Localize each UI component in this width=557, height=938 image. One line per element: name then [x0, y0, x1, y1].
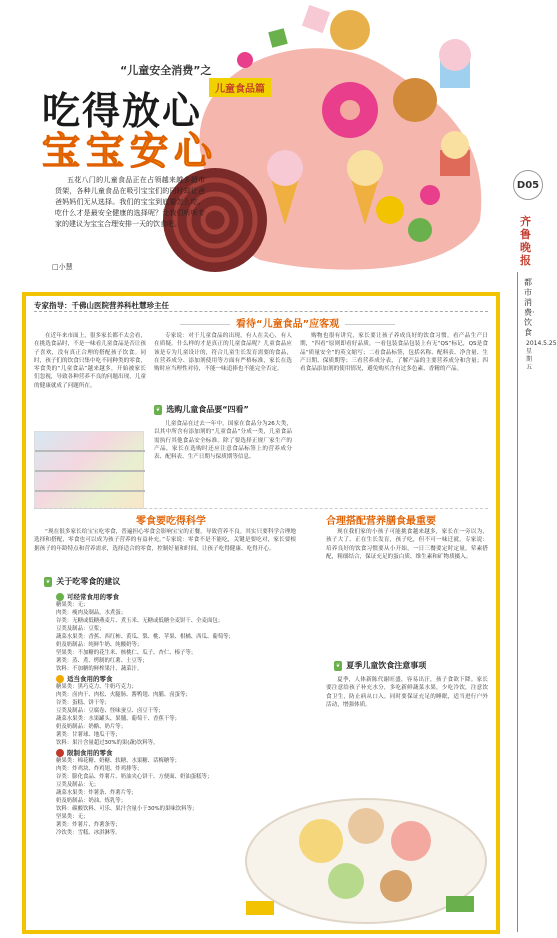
- group-frequent-title: 可经常食用的零食: [67, 593, 119, 601]
- column-2b-text: 儿童食品在过去一年中，国家在食品分为26大类，以其中所含有添加剂的“儿童食品”分成一类，儿童食品需执行其他食品安全标准。除了要选择正规厂家生产的产品，家长在选购时还应注意食品标签上的营养成分表、配料表、生产日期与保质期等信息。: [154, 421, 292, 461]
- article-column-4: [34, 528, 296, 553]
- section-title-3-text: 合理搭配营养膳食最重要: [326, 516, 436, 527]
- group-moderate: [56, 675, 336, 683]
- subhead-four-checks-text: 选购儿童食品要“四看”: [166, 405, 249, 414]
- moderate-item: 奶及奶制品：奶酪、奶片等；: [56, 724, 127, 730]
- moderate-item: 豆类及制品：豆腐卷、怪味蚕豆、卤豆干等；: [56, 708, 164, 714]
- leaf-icon: ❦: [336, 662, 341, 669]
- newspaper-logo: 齐鲁晚报: [520, 215, 531, 267]
- column-6-text: 夏季，人体新陈代谢旺盛，容易出汗，孩子食欲下降。家长要注意给孩子补充水分，多吃新鲜蔬菜水果，少吃冷饮，注意饮食卫生，防止病从口入。同时要保证充足的睡眠，适当进行户外活动，增强体质。: [326, 677, 488, 708]
- expert-divider: [34, 311, 488, 312]
- byline: □小慧: [52, 263, 73, 271]
- article-column-2: [154, 332, 292, 373]
- section-title-2-text: 零食要吃得科学: [136, 516, 206, 527]
- page-number-badge: D05: [513, 170, 543, 200]
- moderate-item: 蔬菜水果类：水果罐头、果脯、葡萄干、香蕉干等；: [56, 716, 180, 722]
- group-limited-title: 限制食用的零食: [67, 749, 113, 757]
- column-2-text: 专家说：对于儿童食品的出现，有人在关心，有人在质疑。什么样的才是真正的儿童食品呢？儿童食品应该是专为儿童设计的，符合儿童生长发育需要的食品，在营养成分、添加剂使用等方面有严格标准，家长在选购时应当理性对待，不能一味追捧也不能完全否定。: [154, 333, 292, 373]
- frequent-item: 奶及奶制品：纯鲜牛奶、纯酸奶等；: [56, 642, 143, 648]
- frequent-item: 薯类：蒸、煮、烤制的红薯、土豆等；: [56, 658, 148, 664]
- section-divider: [34, 508, 488, 509]
- red-dot-icon: [56, 749, 64, 757]
- frequent-item: 饮料：不加糖的鲜榨果汁、蔬菜汁。: [56, 666, 143, 672]
- article-column-6: [326, 676, 488, 709]
- limited-item: 薯类：炸薯片、炸薯条等；: [56, 822, 121, 828]
- section-title-1-text: 看待“儿童食品”应客观: [236, 319, 340, 330]
- column-4-text: “现在很多家长给宝宝吃零食，普遍担心零食会影响宝宝的正餐，导致营养不良。其实只要科学合理地选择和搭配，零食也可以成为孩子营养的有益补充。”专家说：零食不是不能吃，关键是要吃对，家长要根据孩子的年龄特点和营养需求，选择适合的零食，控制好量和时间，让孩子吃得健康、吃得开心。: [34, 529, 296, 552]
- intro-paragraph: 五花八门的儿童食品正在占领越来越多超市货架，各种儿童食品在吸引宝宝们的同时却让爸爸妈妈们无从选择。我们的宝宝到底要怎么吃、吃什么才是最安全健康的选择呢？让我们听听专家的建议为宝宝合理安排一天的饮食吧。: [55, 176, 205, 228]
- frequent-item: 豆类及制品：豆浆；: [56, 626, 105, 632]
- supermarket-shelf-photo: [34, 431, 144, 509]
- moderate-item: 肉类：卤肉干、肉松、火腿肠、酱鸭翅、肉脯、卤蛋等；: [56, 692, 191, 698]
- limited-item: 坚果类：无；: [56, 814, 89, 820]
- article-column-2b: [154, 420, 292, 461]
- limited-item: 肉类：炸鸡块、炸鸡翅、炸鸡排等；: [56, 766, 143, 772]
- green-dot-icon: [56, 593, 64, 601]
- expert-credit: 专家指导：千佛山医院营养科杜慧珍主任: [34, 301, 169, 310]
- series-kicker: “儿童安全消费”之: [120, 64, 212, 77]
- section-title-1: [174, 315, 401, 330]
- leaf-icon: ❦: [46, 578, 51, 585]
- limited-item: 饮料：碳酸饮料、可乐、果汁含量小于30%的果味饮料等；: [56, 806, 198, 812]
- subhead-snack-advice: [44, 576, 120, 587]
- moderate-item: 薯类：甘薯球、地瓜干等；: [56, 732, 121, 738]
- column-1-text: 在近年来市面上，很多家长都不太会看，在挑选食品时，不是一味看儿童食品是否让孩子喜欢，没有真正合理的搭配孩子饮食。同时，孩子们的饮食只集中吃不同种类的零食，零食类的“儿童食品”越来越多，开始被家长们忽视，导致各种营养不良的问题出现，儿童的健康就成了问题所在。: [34, 333, 146, 389]
- limited-item: 冷饮类：雪糕、冰淇淋等。: [56, 830, 121, 836]
- article-column-1: [34, 332, 146, 390]
- subhead-snack-advice-text: 关于吃零食的建议: [56, 577, 121, 586]
- side-bar: [503, 0, 557, 938]
- side-divider: [517, 272, 518, 932]
- moderate-item: 饮料：果汁含量超过30%的果(蔬)饮料等。: [56, 740, 159, 746]
- frequent-item: 肉类：瘦肉及制品，水煮蛋；: [56, 610, 127, 616]
- limited-item: 谷类：膨化食品、炸薯片、奶油夹心饼干、方便面、奶油蛋糕等；: [56, 774, 213, 780]
- yellow-dot-icon: [56, 675, 64, 683]
- moderate-item: 糖果类：黑巧克力、牛奶巧克力；: [56, 684, 137, 690]
- headline-line-1: 吃得放心: [42, 88, 203, 133]
- food-plate-illustration: [216, 731, 496, 931]
- leaf-icon: ❦: [156, 406, 161, 413]
- moderate-item: 谷类：蛋糕、饼干等；: [56, 700, 110, 706]
- main-article-box: [22, 292, 500, 934]
- frequent-item: 蔬菜水果类：香蕉、西红柿、黄瓜、梨、桃、苹果、柑橘、西瓜、葡萄等；: [56, 634, 234, 640]
- limited-item: 糖果类：棉花糖、奶糖、软糖、水果糖、话梅糖等；: [56, 758, 180, 764]
- group-moderate-title: 适当食用的零食: [67, 675, 113, 683]
- frequent-item: 谷类：无糖或低糖燕麦片、煮玉米、无糖或低糖全麦饼干、全麦面包；: [56, 618, 224, 624]
- header-area: [20, 0, 495, 280]
- column-3-text: 购物也很有讲究，家长要让孩子养成良好的饮食习惯。看产品生产日期，“四看”原则即看好品质，一看包装食品包装上有无“QS”标记，QS是食品“质量安全”的英文缩写；二看食品标签，包括名称、配料表、净含量、生产日期、保质期等；三看营养成分表，了解产品的主要营养成分和含量；四看食品添加剂的使用情况，避免购买含有过多色素、香精的产品。: [300, 333, 488, 373]
- series-tag: 儿童食品篇: [209, 78, 271, 97]
- limited-item: 豆类及制品：无；: [56, 782, 100, 788]
- article-column-3: [300, 332, 488, 373]
- subhead-four-checks: [154, 404, 249, 415]
- frequent-item: 糖果类：无；: [56, 602, 89, 608]
- column-5-text: 现在我们家的小孩子可能挑食越来越多，家长在一旁以为，孩子大了、正在生长发育，孩子吃，但不可一味迁就。专家说：培养良好的饮食习惯要从小开始，一日三餐要定时定量，荤素搭配，粗细结合，保证充足的蛋白质、维生素和矿物质摄入。: [326, 529, 488, 560]
- section-title-2: [136, 512, 206, 527]
- article-column-5: [326, 528, 488, 561]
- group-frequent: [56, 593, 336, 601]
- frequent-item: 坚果类：不加糖的花生米、核桃仁、瓜子、杏仁、榛子等；: [56, 650, 197, 656]
- issue-date: 2014.5.25 星期五: [526, 340, 557, 371]
- limited-item: 蔬菜水果类：炸薯条、炸薯片等；: [56, 790, 137, 796]
- subhead-summer-diet: [334, 660, 426, 671]
- limited-item: 奶及奶制品：奶油、炼乳等；: [56, 798, 127, 804]
- section-title-3: [326, 512, 436, 527]
- headline-line-2: 宝宝安心: [42, 129, 219, 173]
- section-name: 都市消费·饮食: [524, 278, 535, 337]
- subhead-summer-diet-text: 夏季儿童饮食注意事项: [346, 661, 427, 670]
